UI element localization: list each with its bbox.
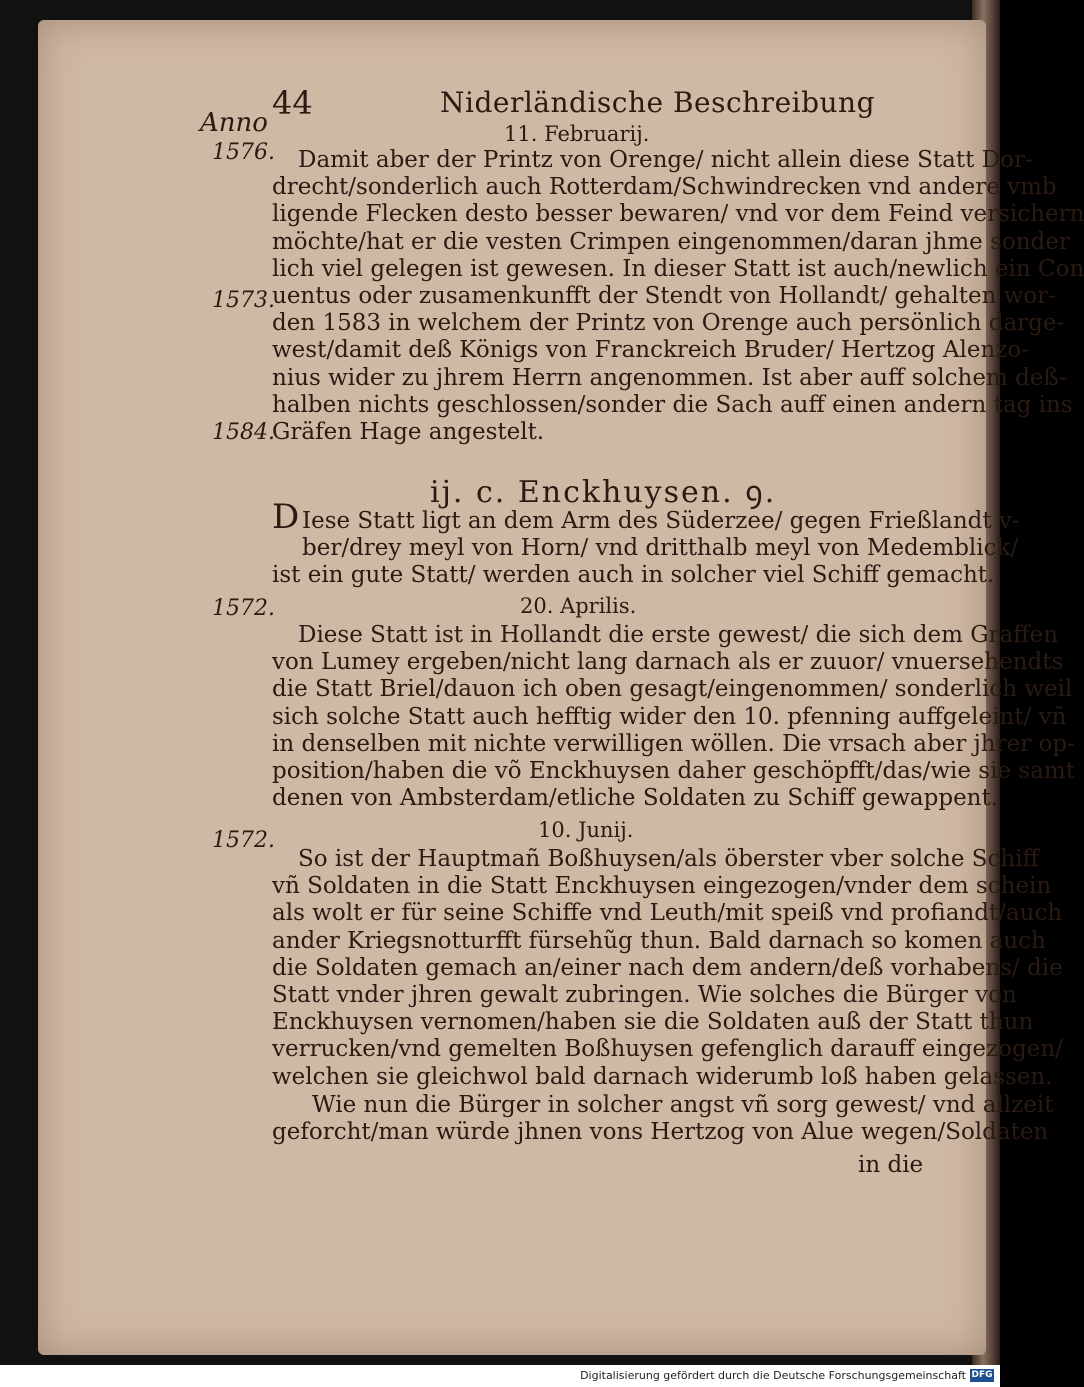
running-head: Niderländische Beschreibung xyxy=(440,86,876,119)
text-line: Gräfen Hage angestelt. xyxy=(272,418,545,445)
paragraph-buerger xyxy=(272,1092,1053,1146)
paragraph-enckhuysen-intro xyxy=(272,497,1020,590)
text-line: Diese Statt ist in Hollandt die erste gewest/ die sich dem Graffen xyxy=(298,622,1059,648)
text-line: Statt vnder jhren gewalt zubringen. Wie solches die Bürger von xyxy=(272,981,1017,1008)
text-line: Enckhuysen vernomen/haben sie die Soldaten auß der Statt thun xyxy=(272,1009,1034,1036)
text-line: die Statt Briel/dauon ich oben gesagt/eingenommen/ sonderlich weil xyxy=(272,676,1073,703)
text-line: uentus oder zusamenkunfft der Stendt von Hollandt/ gehalten wor- xyxy=(272,282,1056,309)
paragraph-bosshuysen xyxy=(272,846,1063,1091)
text-line: ist ein gute Statt/ werden auch in solcher viel Schiff gemacht. xyxy=(272,562,995,589)
text-line: als wolt er für seine Schiffe vnd Leuth/mit speiß vnd profiandt/auch xyxy=(272,900,1063,927)
text-line: lich viel gelegen ist gewesen. In dieser Statt ist auch/newlich ein Con xyxy=(272,255,1084,282)
text-line: möchte/hat er die vesten Crimpen eingenommen/daran jhme sonder xyxy=(272,228,1070,255)
date-february: 11. Februarij. xyxy=(504,122,650,146)
margin-year-1572-a: 1572. xyxy=(212,596,275,621)
drop-capital: D xyxy=(272,497,300,537)
text-line: Damit aber der Printz von Orenge/ nicht allein diese Statt Dor- xyxy=(298,147,1033,173)
text-line: verrucken/vnd gemelten Boßhuysen gefenglich darauff eingezogen/ xyxy=(272,1036,1063,1063)
page-number: 44 xyxy=(272,84,313,122)
text-line: in denselben mit nichte verwilligen wöllen. Die vrsach aber jhrer op- xyxy=(272,730,1075,757)
text-line: welchen sie gleichwol bald darnach widerumb loß haben gelassen. xyxy=(272,1063,1053,1090)
text-line: Wie nun die Bürger in solcher angst vñ sorg gewest/ vnd allzeit xyxy=(312,1092,1054,1118)
text-line: den 1583 in welchem der Printz von Orenge auch persönlich darge- xyxy=(272,310,1065,337)
margin-year-1584: 1584. xyxy=(212,420,275,445)
text-line: nius wider zu jhrem Herrn angenommen. Ist aber auff solchem deß- xyxy=(272,364,1067,391)
section-title-enckhuysen: ij. c. Enckhuysen. ꝯ. xyxy=(430,475,777,510)
digitization-footer xyxy=(0,1365,1000,1387)
date-april: 20. Aprilis. xyxy=(520,594,637,618)
catchword: in die xyxy=(858,1152,924,1178)
text-line: drecht/sonderlich auch Rotterdam/Schwindrecken vnd andere vmb xyxy=(272,174,1057,201)
dfg-logo: DFG xyxy=(971,1370,993,1380)
paragraph-dordrecht xyxy=(272,147,1084,446)
footer-credit: Digitalisierung gefördert durch die Deutsche Forschungsgemeinschaft xyxy=(580,1369,966,1382)
margin-year-1573: 1573. xyxy=(212,288,275,313)
text-line: ber/drey meyl von Horn/ vnd dritthalb meyl von Medemblick/ xyxy=(302,535,1019,562)
text-line: So ist der Hauptmañ Boßhuysen/als öberster vber solche Schiff xyxy=(298,846,1039,872)
margin-anno: Anno xyxy=(200,108,268,138)
text-line: die Soldaten gemach an/einer nach dem andern/deß vorhabens/ die xyxy=(272,954,1063,981)
text-line: west/damit deß Königs von Franckreich Bruder/ Hertzog Alenzo- xyxy=(272,337,1030,364)
text-line: position/haben die võ Enckhuysen daher geschöpfft/das/wie sie samt xyxy=(272,757,1075,784)
text-line: geforcht/man würde jhnen vons Hertzog von Alue wegen/Soldaten xyxy=(272,1119,1049,1146)
text-line: ligende Flecken desto besser bewaren/ vnd vor dem Feind versichern xyxy=(272,201,1084,228)
text-line: von Lumey ergeben/nicht lang darnach als er zuuor/ vnuersehendts xyxy=(272,649,1064,676)
paragraph-lumey xyxy=(272,622,1075,812)
text-line: Iese Statt ligt an dem Arm des Süderzee/ gegen Frießlandt v- xyxy=(302,508,1020,534)
text-line: halben nichts geschlossen/sonder die Sach auff einen andern tag ins xyxy=(272,391,1073,418)
text-line: vñ Soldaten in die Statt Enckhuysen eingezogen/vnder dem schein xyxy=(272,873,1052,900)
text-line: sich solche Statt auch hefftig wider den 10. pfenning auffgeleint/ vñ xyxy=(272,703,1067,730)
text-line: ander Kriegsnotturfft fürsehũg thun. Bald darnach so komen auch xyxy=(272,927,1046,954)
margin-year-1572-b: 1572. xyxy=(212,828,275,853)
margin-year-1576: 1576. xyxy=(212,140,275,165)
text-line: denen von Ambsterdam/etliche Soldaten zu Schiff gewappent. xyxy=(272,785,999,812)
date-june: 10. Junij. xyxy=(538,818,634,842)
